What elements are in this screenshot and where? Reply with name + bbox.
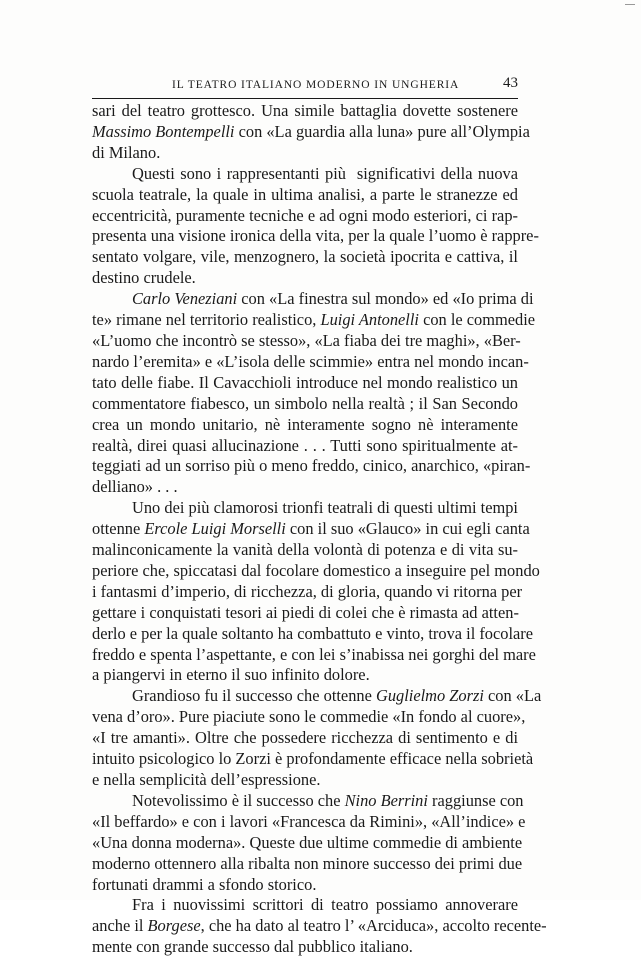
text-segment: con «La finestra sul mondo» ed «Io prima di	[237, 289, 534, 309]
running-title: IL TEATRO ITALIANO MODERNO IN UNGHERIA	[172, 79, 460, 91]
text-segment: Fra i nuovissimi scrittori di teatro possiamo annoverare	[132, 895, 518, 915]
text-segment: freddo e spenta l’aspettante, e con lei s’inabissa nei gorghi del mare	[92, 644, 536, 664]
text-line	[92, 289, 534, 310]
text-line	[92, 519, 530, 540]
text-line	[92, 206, 518, 227]
text-segment: «L’uomo che incontrò se stesso», «La fiaba dei tre maghi», «Ber-	[92, 330, 521, 350]
italic-name: Guglielmo Zorzi	[375, 686, 484, 706]
text-segment: «Una donna moderna». Queste due ultime commedie di ambiente	[92, 832, 523, 852]
text-segment: i fantasmi d’imperio, di ricchezza, di gloria, quando vi ritorna per	[92, 581, 523, 601]
text-segment: commentatore fiabesco, un simbolo nella realtà ; il San Secondo	[92, 393, 518, 413]
text-line	[92, 728, 518, 749]
text-segment: teggiati ad un sorriso più o meno freddo, cinico, anarchico, «piran-	[92, 456, 531, 476]
text-line	[92, 644, 536, 666]
text-segment: destino crudele.	[92, 268, 196, 288]
italic-name: Carlo Veneziani	[132, 289, 238, 309]
text-segment: periore che, spiccatasi dal focolare domestico a inseguire pel mondo	[92, 560, 540, 580]
text-line	[92, 101, 518, 122]
text-segment: Notevolissimo è il successo che	[132, 790, 345, 810]
text-segment: a piangervi in eterno il suo infinito dolore.	[92, 665, 370, 685]
text-line	[92, 665, 518, 686]
text-segment: con le commedie	[418, 310, 536, 330]
header-rule	[92, 98, 518, 99]
text-line	[92, 143, 518, 164]
text-segment: con il suo «Glauco» in cui egli canta	[285, 519, 530, 539]
italic-name: Luigi Antonelli	[320, 310, 419, 330]
text-segment: fortunati drammi a sfondo storico.	[92, 874, 317, 894]
text-segment: Questi sono i rappresentanti più significativi della nuova	[132, 163, 518, 183]
text-segment: intuito psicologico lo Zorzi è profondamente efficace nella sobrietà	[92, 749, 534, 769]
text-line	[92, 310, 536, 331]
text-segment: con «La guardia alla luna» pure all’Olympia	[234, 121, 530, 141]
text-line	[92, 875, 518, 896]
italic-name: Ercole Luigi Morselli	[144, 519, 286, 539]
text-line	[92, 937, 518, 958]
text-line	[92, 540, 518, 561]
text-segment: vena d’oro». Pure piaciute sono le commedie «In fondo al cuore»,	[92, 707, 526, 727]
page-number: 43	[503, 75, 518, 91]
text-segment: te» rimane nel territorio realistico,	[92, 310, 321, 330]
text-line	[92, 415, 518, 436]
text-segment: eccentricità, puramente tecniche e ad ogni modo esteriori, ci rap-	[92, 205, 518, 225]
text-line	[92, 916, 547, 937]
text-line	[92, 581, 523, 603]
text-segment: malinconicamente la vanità della volontà di potenza e di vita su-	[92, 540, 518, 560]
text-segment: crea un mondo unitario, nè interamente sogno nè interamente	[92, 414, 518, 434]
text-segment: , che ha dato al teatro l’ «Arciduca», accolto recente-	[200, 916, 547, 936]
text-segment: tato delle fiabe. Il Cavacchioli introduce nel mondo realistico un	[92, 372, 518, 392]
text-line	[92, 247, 518, 268]
text-line	[92, 895, 518, 916]
text-segment: ottenne	[92, 519, 145, 539]
text-segment: anche il	[92, 916, 148, 936]
text-line	[92, 226, 539, 247]
text-segment: Uno dei più clamorosi trionfi teatrali di questi ultimi tempi	[132, 498, 518, 518]
text-line	[92, 373, 518, 394]
text-line	[92, 330, 521, 352]
text-line	[92, 749, 534, 770]
italic-name: Borgese	[147, 916, 201, 936]
text-line	[92, 707, 526, 728]
text-line	[92, 477, 518, 498]
text-segment: Grandioso fu il successo che ottenne	[132, 686, 376, 706]
text-segment: realtà, direi quasi allucinazione . . . Tutti sono spiritualmente at-	[92, 435, 518, 455]
text-line	[92, 853, 523, 875]
text-line	[92, 456, 531, 477]
text-line	[92, 832, 523, 854]
page-header	[92, 75, 518, 95]
text-line	[92, 623, 534, 645]
text-line	[92, 790, 524, 812]
italic-name: Massimo Bontempelli	[92, 121, 235, 141]
text-line	[92, 394, 518, 415]
text-line	[92, 686, 542, 707]
text-segment: «I tre amanti». Oltre che possedere ricchezza di sentimento e di	[92, 728, 518, 748]
text-segment: e nella semplicità dell’espressione.	[92, 770, 321, 789]
text-segment: sari del teatro grottesco. Una simile battaglia dovette sostenere	[92, 101, 518, 120]
text-segment: sentato volgare, vile, menzognero, la società ipocrita e cattiva, il	[92, 247, 518, 267]
text-segment: derlo e per la quale soltanto ha combattuto e vinto, trova il focolare	[92, 623, 534, 643]
text-line	[92, 603, 518, 624]
text-line	[92, 351, 529, 373]
text-line	[92, 185, 518, 206]
text-line	[92, 268, 518, 289]
text-segment: di Milano.	[92, 142, 161, 162]
body-text	[92, 101, 547, 958]
text-segment: «Il beffardo» e con i lavori «Francesca da Rimini», «All’indice» e	[92, 811, 526, 831]
text-segment: scuola teatrale, la quale in ultima analisi, a parte le stranezze ed	[92, 184, 518, 204]
text-line	[92, 811, 526, 833]
text-line	[92, 121, 530, 143]
text-line	[92, 498, 518, 519]
text-segment: con «La	[483, 686, 542, 706]
text-segment: nardo l’eremita» e «L’isola delle scimmie» entra nel mondo incan-	[92, 351, 529, 371]
italic-name: Nino Berrini	[344, 790, 428, 810]
text-segment: gettare i conquistati tesori ai piedi di colei che è rimasta ad atten-	[92, 602, 519, 622]
text-segment: mente con grande successo dal pubblico italiano.	[92, 937, 413, 957]
scan-mark	[625, 4, 635, 5]
text-segment: raggiunse con	[427, 790, 524, 810]
text-line	[92, 436, 518, 457]
text-segment: delliano» . . .	[92, 477, 178, 497]
text-line	[92, 770, 518, 791]
text-segment: presenta una visione ironica della vita, per la quale l’uomo è rappre-	[92, 226, 539, 246]
text-segment: moderno ottennero alla ribalta non minore successo dei primi due	[92, 853, 523, 873]
text-line	[92, 560, 540, 582]
text-line	[92, 164, 518, 185]
